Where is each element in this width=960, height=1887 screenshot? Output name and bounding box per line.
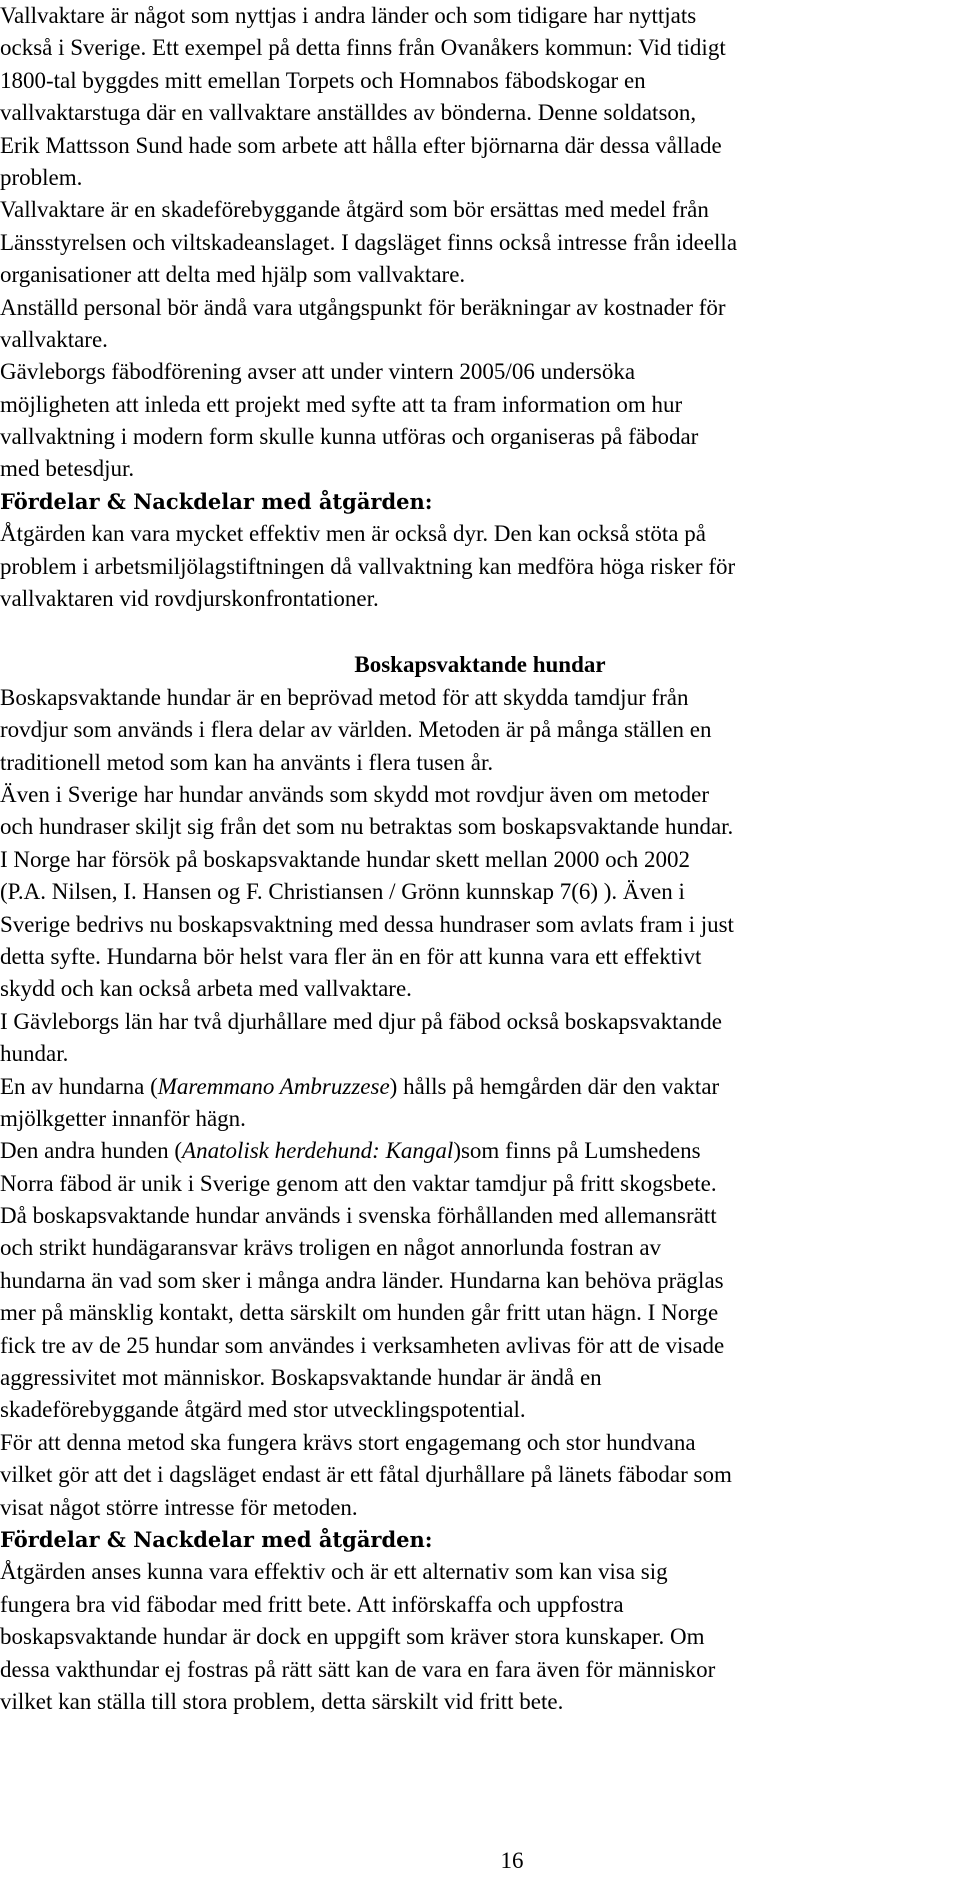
text-line: Vallvaktare är en skadeförebyggande åtgärd som bör ersättas med medel från	[0, 197, 709, 223]
text-line: också i Sverige. Ett exempel på detta finns från Ovanåkers kommun: Vid tidigt	[0, 35, 726, 61]
text-line: med betesdjur.	[0, 456, 135, 482]
text-line: I Gävleborgs län har två djurhållare med djur på fäbod också boskapsvaktande	[0, 1008, 722, 1034]
section-spacer	[0, 615, 960, 649]
text-line: I Norge har försök på boskapsvaktande hundar skett mellan 2000 och 2002	[0, 846, 691, 872]
text-line: Även i Sverige har hundar används som skydd mot rovdjur även om metoder	[0, 781, 710, 807]
text-line: och hundraser skiljt sig från det som nu betraktas som boskapsvaktande hundar.	[0, 814, 734, 840]
text-line: fungera bra vid fäbodar med fritt bete. Att införskaffa och uppfostra	[0, 1591, 624, 1617]
text-line: mjölkgetter innanför hägn.	[0, 1105, 246, 1131]
text-line: Åtgärden anses kunna vara effektiv och är ett alternativ som kan visa sig	[0, 1559, 668, 1585]
text-line: (P.A. Nilsen, I. Hansen og F. Christiansen / Grönn kunnskap 7(6) ). Även i	[0, 879, 685, 905]
section-heading: Boskapsvaktande hundar	[354, 652, 606, 678]
text-line: vallvaktning i modern form skulle kunna utföras och organiseras på fäbodar	[0, 424, 699, 450]
text-line: detta syfte. Hundarna bör helst vara fler än en för att kunna vara ett effektivt	[0, 943, 702, 969]
paragraph-block-evaluation	[0, 1556, 960, 1718]
text-line-anatolisk	[0, 1135, 960, 1167]
paragraph-block-hundar	[0, 682, 960, 1524]
text-fragment: En av hundarna (	[0, 1073, 158, 1099]
text-line: boskapsvaktande hundar är dock en uppgift som kräver stora kunskaper. Om	[0, 1624, 705, 1650]
text-line: vilket kan ställa till stora problem, detta särskilt vid fritt bete.	[0, 1688, 564, 1714]
text-line: visat något större intresse för metoden.	[0, 1494, 358, 1520]
text-line: 1800-tal byggdes mitt emellan Torpets och Homnabos fäbodskogar en	[0, 67, 646, 93]
text-line: Länsstyrelsen och viltskadeanslaget. I dagsläget finns också intresse från ideella	[0, 229, 738, 255]
text-line: problem i arbetsmiljölagstiftningen då vallvaktning kan medföra höga risker för	[0, 553, 736, 579]
text-line-maremmano	[0, 1071, 960, 1103]
text-line: Boskapsvaktande hundar är en beprövad metod för att skydda tamdjur från	[0, 684, 689, 710]
text-line: vallvaktare.	[0, 326, 108, 352]
text-line: Gävleborgs fäbodförening avser att under vintern 2005/06 undersöka	[0, 359, 636, 385]
breed-name-italic: Maremmano Ambruzzese	[157, 1073, 390, 1099]
text-line: Åtgärden kan vara mycket effektiv men är också dyr. Den kan också stöta på	[0, 521, 706, 547]
page-number: 16	[500, 1848, 524, 1873]
text-line: fick tre av de 25 hundar som användes i verksamheten avlivas för att de visade	[0, 1332, 725, 1358]
text-line: organisationer att delta med hjälp som vallvaktare.	[0, 262, 466, 288]
text-line: hundarna än vad som sker i många andra länder. Hundarna kan behöva präglas	[0, 1267, 724, 1293]
text-line: hundar.	[0, 1041, 69, 1067]
text-line: För att denna metod ska fungera krävs stort engagemang och stor hundvana	[0, 1429, 696, 1455]
text-line: Erik Mattsson Sund hade som arbete att hålla efter björnarna där dessa vållade	[0, 132, 722, 158]
text-line: dessa vakthundar ej fostras på rätt sätt kan de vara en fara även för människor	[0, 1656, 716, 1682]
text-line: rovdjur som används i flera delar av världen. Metoden är på många ställen en	[0, 717, 712, 743]
text-line: vilket gör att det i dagsläget endast är ett fåtal djurhållare på länets fäbodar som	[0, 1462, 732, 1488]
text-fragment: Den andra hunden (	[0, 1138, 183, 1164]
text-line: mer på mänsklig kontakt, detta särskilt om hunden går fritt utan hägn. I Norge	[0, 1300, 719, 1326]
text-line: vallvaktarstuga där en vallvaktare anställdes av bönderna. Denne soldatson,	[0, 100, 697, 126]
text-line: traditionell metod som kan ha använts i flera tusen år.	[0, 749, 494, 775]
text-line: aggressivitet mot människor. Boskapsvaktande hundar är ändå en	[0, 1365, 602, 1391]
text-fragment: ) hålls på hemgården där den vaktar	[389, 1073, 720, 1099]
text-line: vallvaktaren vid rovdjurskonfrontationer.	[0, 586, 379, 612]
text-line: Anställd personal bör ändå vara utgångspunkt för beräkningar av kostnader för	[0, 294, 726, 320]
text-line: problem.	[0, 164, 83, 190]
text-line: skydd och kan också arbeta med vallvaktare.	[0, 976, 412, 1002]
text-line: Då boskapsvaktande hundar används i svenska förhållanden med allemansrätt	[0, 1203, 717, 1229]
text-line: Norra fäbod är unik i Sverige genom att den vaktar tamdjur på fritt skogsbete.	[0, 1170, 717, 1196]
pros-cons-heading: Fördelar & Nackdelar med åtgärden:	[0, 1526, 433, 1552]
text-line: Vallvaktare är något som nyttjas i andra länder och som tidigare har nyttjats	[0, 3, 697, 28]
pros-cons-heading: Fördelar & Nackdelar med åtgärden:	[0, 488, 433, 514]
text-line: skadeförebyggande åtgärd med stor utvecklingspotential.	[0, 1397, 526, 1423]
breed-name-italic: Anatolisk herdehund: Kangal	[182, 1138, 454, 1164]
paragraph-block-vallvaktare	[0, 0, 960, 486]
text-fragment: )som finns på Lumshedens	[453, 1138, 701, 1164]
text-line: och strikt hundägaransvar krävs troligen en något annorlunda fostran av	[0, 1235, 662, 1261]
text-line: möjligheten att inleda ett projekt med syfte att ta fram information om hur	[0, 391, 683, 417]
paragraph-block-cost	[0, 518, 960, 615]
text-line: Sverige bedrivs nu boskapsvaktning med dessa hundraser som avlats fram i just	[0, 911, 734, 937]
